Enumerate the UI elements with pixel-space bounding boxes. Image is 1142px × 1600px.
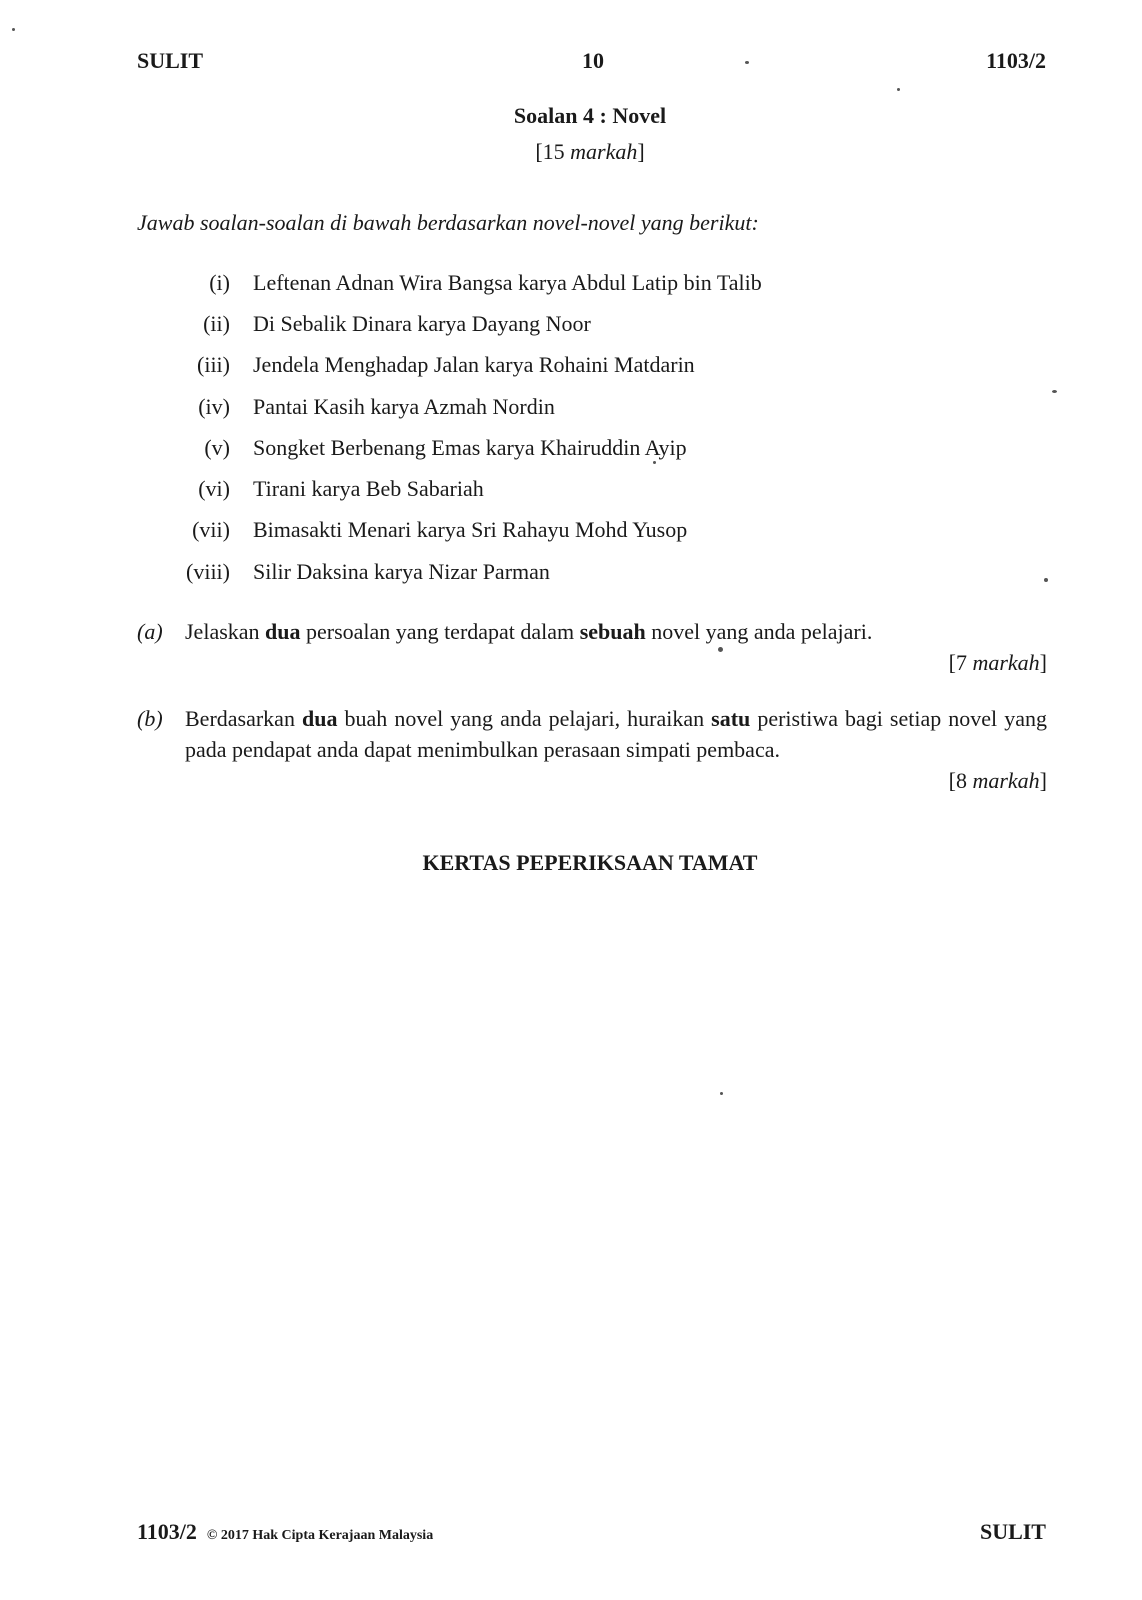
question-title: Soalan 4 : Novel [513,103,667,128]
novel-number: (iii) [197,352,230,378]
part-a-text-1: Jelaskan [185,619,266,644]
question-marks-suffix: ] [637,139,645,164]
novel-text: Bimasakti Menari karya Sri Rahayu Mohd Yusop [253,517,688,543]
part-a-label: (a) [137,619,163,644]
question-marks-unit: markah [570,139,638,164]
novel-item [150,427,950,468]
novel-list [150,262,950,592]
novel-number: (vi) [198,476,230,502]
novel-text: Songket Berbenang Emas karya Khairuddin Ayip [253,434,687,460]
novel-text: Tirani karya Beb Sabariah [253,476,484,502]
novel-text: Jendela Menghadap Jalan karya Rohaini Matdarin [253,352,695,378]
scan-speck [718,647,723,652]
part-b-text-1: Berdasarkan [185,706,302,731]
novel-item [150,262,950,303]
scan-speck [653,461,656,464]
footer-classification: SULIT [979,1519,1046,1544]
question-marks [0,139,1142,165]
novel-text: Pantai Kasih karya Azmah Nordin [253,393,555,419]
part-b-text-3: peristiwa bagi setiap novel yang pada pendapat anda dapat menimbulkan perasaan simpati pembaca. [185,706,1047,762]
novel-number: (ii) [203,310,230,336]
scan-speck [720,1092,723,1095]
scan-speck [897,88,900,91]
part-a-emphasis-1: dua [265,619,301,644]
footer-copyright: © 2017 Hak Cipta Kerajaan Malaysia [206,1528,434,1543]
part-b-marks [137,765,1047,796]
footer-paper-code: 1103/2 [137,1519,197,1544]
header-paper-code: 1103/2 [986,48,1046,73]
novel-text: Silir Daksina karya Nizar Parman [253,558,550,584]
novel-item [150,386,950,427]
footer-left [137,1519,433,1545]
novel-item [150,551,950,592]
novel-text: Leftenan Adnan Wira Bangsa karya Abdul Latip bin Talib [253,269,762,295]
part-a-marks-unit: markah [972,650,1040,675]
end-of-paper: KERTAS PEPERIKSAAN TAMAT [422,850,758,875]
scan-speck [1052,390,1057,393]
part-a-marks [137,647,1047,678]
scan-speck [12,28,15,31]
header-classification: SULIT [137,48,204,73]
question-part-a [137,616,1047,678]
part-b-text-2: buah novel yang anda pelajari, huraikan [337,706,712,731]
novel-number: (iv) [198,393,230,419]
part-a-emphasis-2: sebuah [579,619,646,644]
novel-item [150,345,950,386]
part-a-marks-prefix: [7 [948,650,973,675]
novel-item [150,303,950,344]
part-a-text-2: persoalan yang terdapat dalam [300,619,580,644]
novel-item [150,510,950,551]
part-b-emphasis-2: satu [711,706,751,731]
part-b-emphasis-1: dua [302,706,338,731]
novel-number: (vii) [192,517,230,543]
scan-speck [1044,578,1048,582]
novel-text: Di Sebalik Dinara karya Dayang Noor [253,310,591,336]
novel-number: (viii) [186,558,230,584]
question-marks-prefix: [15 [535,139,571,164]
part-b-marks-suffix: ] [1039,768,1047,793]
part-b-text [185,703,1047,765]
page-number: 10 [582,48,604,73]
part-b-label: (b) [137,706,163,731]
scan-speck [745,61,749,64]
part-b-marks-prefix: [8 [948,768,973,793]
part-a-text-3: novel yang anda pelajari. [645,619,873,644]
part-a-text [185,616,1047,647]
novel-number: (i) [209,269,230,295]
novel-item [150,468,950,509]
part-a-marks-suffix: ] [1039,650,1047,675]
instruction: Jawab soalan-soalan di bawah berdasarkan novel-novel yang berikut: [137,210,759,235]
novel-number: (v) [204,434,230,460]
part-b-marks-unit: markah [972,768,1040,793]
question-part-b [137,703,1047,796]
